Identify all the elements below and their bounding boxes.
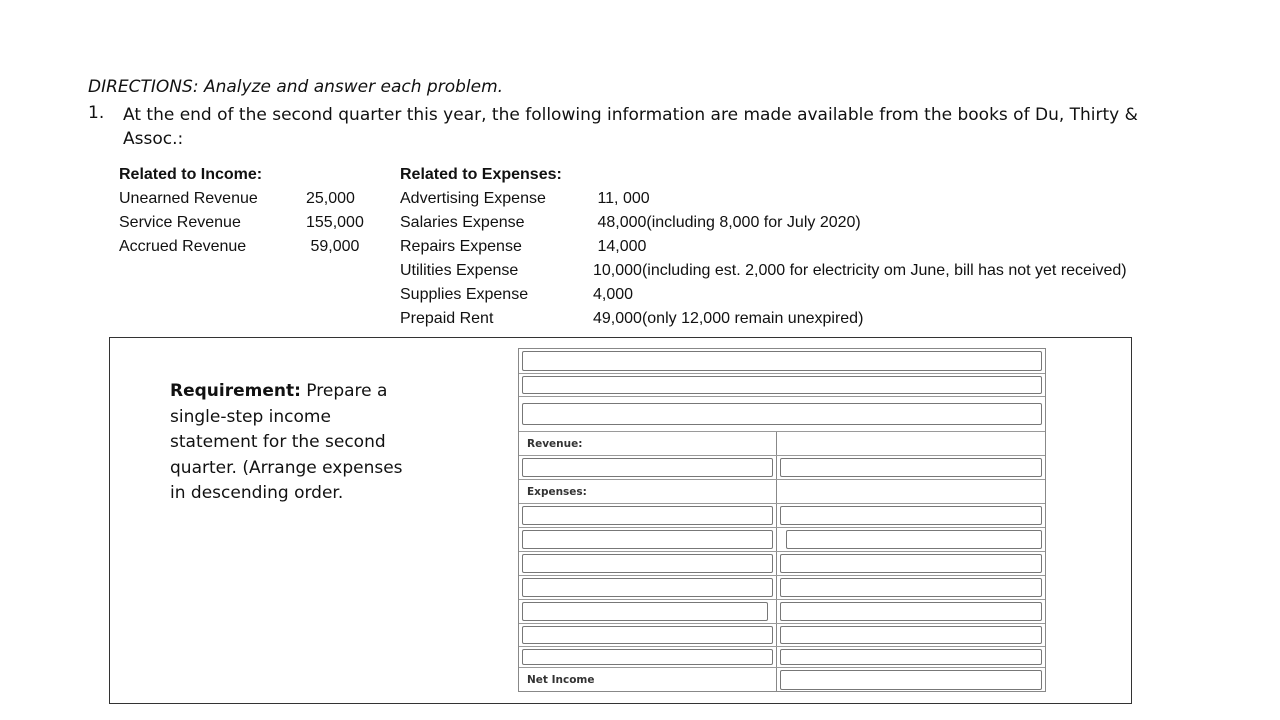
form-cell — [777, 576, 1045, 599]
directions-heading: DIRECTIONS: Analyze and answer each problem. — [88, 77, 504, 97]
form-row — [519, 504, 1045, 528]
expense-label: Salaries Expense — [400, 214, 525, 231]
expense-item-input[interactable] — [522, 602, 768, 621]
expense-row — [400, 259, 1200, 283]
revenue-amount-input[interactable] — [780, 458, 1042, 477]
net-income-input[interactable] — [780, 670, 1042, 690]
expenses-list — [400, 163, 1200, 331]
expense-item-input[interactable] — [522, 649, 773, 665]
expense-label: Supplies Expense — [400, 286, 529, 303]
form-cell — [519, 624, 777, 646]
form-cell — [519, 576, 777, 599]
form-title-row — [519, 397, 1045, 432]
form-row — [519, 647, 1045, 668]
income-list — [119, 163, 389, 259]
requirement-text — [170, 379, 410, 507]
expenses-header: Related to Expenses: — [400, 166, 562, 183]
period-input[interactable] — [522, 403, 1042, 425]
form-cell — [519, 600, 777, 623]
form-cell — [777, 456, 1045, 479]
form-cell — [519, 528, 777, 551]
requirement-body: Prepare a single-step income statement for the second quarter. (Arrange expenses in descending order. — [170, 381, 403, 503]
expense-label: Advertising Expense — [400, 190, 546, 207]
revenue-header-row — [519, 432, 1045, 456]
income-statement-form — [518, 348, 1046, 692]
expense-amount-input[interactable] — [786, 530, 1042, 549]
expenses-header-row — [519, 480, 1045, 504]
form-row — [519, 600, 1045, 624]
income-amount: 155,000 — [306, 214, 364, 231]
expense-item-input[interactable] — [522, 626, 773, 644]
income-amount: 25,000 — [306, 190, 355, 207]
expense-item-input[interactable] — [522, 530, 773, 549]
income-label: Unearned Revenue — [119, 190, 258, 207]
form-cell — [777, 624, 1045, 646]
expense-amount-input[interactable] — [780, 554, 1042, 573]
form-row — [519, 576, 1045, 600]
expense-label: Utilities Expense — [400, 262, 519, 279]
expense-row — [400, 283, 1200, 307]
form-cell — [777, 504, 1045, 527]
requirement-label: Requirement: — [170, 381, 301, 401]
income-label: Service Revenue — [119, 214, 241, 231]
statement-title-input[interactable] — [522, 376, 1042, 394]
form-cell — [777, 600, 1045, 623]
form-cell — [519, 504, 777, 527]
expense-row — [400, 211, 1200, 235]
expense-amount-input[interactable] — [780, 626, 1042, 644]
expenses-header-cell — [777, 480, 1045, 503]
expense-item-input[interactable] — [522, 578, 773, 597]
form-title-row — [519, 374, 1045, 397]
net-income-label: Net Income — [527, 674, 595, 686]
expense-label: Repairs Expense — [400, 238, 522, 255]
revenue-label: Revenue: — [527, 437, 583, 450]
form-cell — [777, 528, 1045, 551]
form-row — [519, 624, 1045, 647]
form-row — [519, 456, 1045, 480]
expense-label: Prepaid Rent — [400, 310, 494, 327]
form-row — [519, 528, 1045, 552]
expense-row — [400, 307, 1200, 331]
question-text: At the end of the second quarter this year, the following information are made available from the books of Du, Thirty & Assoc.: — [123, 105, 1138, 149]
form-cell — [777, 552, 1045, 575]
expense-amount: 49,000(only 12,000 remain unexpired) — [593, 310, 864, 327]
company-name-input[interactable] — [522, 351, 1042, 371]
expenses-label: Expenses: — [527, 485, 587, 498]
expense-amount-input[interactable] — [780, 578, 1042, 597]
expense-item-input[interactable] — [522, 554, 773, 573]
expense-amount: 4,000 — [593, 286, 634, 303]
income-amount: 59,000 — [306, 238, 360, 255]
income-row — [119, 235, 389, 259]
expense-amount: 10,000(including est. 2,000 for electricity om June, bill has not yet received) — [593, 262, 1127, 279]
income-row — [119, 211, 389, 235]
expense-amount: 11, 000 — [593, 190, 650, 207]
expense-amount: 14,000 — [593, 238, 647, 255]
expense-amount: 48,000(including 8,000 for July 2020) — [593, 214, 861, 231]
expense-row — [400, 187, 1200, 211]
question-number: 1. — [88, 103, 105, 123]
expense-amount-input[interactable] — [780, 506, 1042, 525]
revenue-item-input[interactable] — [522, 458, 773, 477]
income-label: Accrued Revenue — [119, 238, 247, 255]
expense-amount-input[interactable] — [780, 649, 1042, 665]
net-income-row — [519, 668, 1045, 692]
form-cell — [519, 552, 777, 575]
form-cell — [519, 456, 777, 479]
net-income-cell — [777, 668, 1045, 692]
revenue-header-cell — [777, 432, 1045, 455]
expenses-label-cell — [519, 480, 777, 503]
revenue-label-cell — [519, 432, 777, 455]
income-header: Related to Income: — [119, 166, 263, 183]
expense-row — [400, 235, 1200, 259]
form-title-row — [519, 349, 1045, 374]
form-cell — [519, 647, 777, 667]
form-cell — [777, 647, 1045, 667]
income-row — [119, 187, 389, 211]
net-income-label-cell — [519, 668, 777, 692]
expense-amount-input[interactable] — [780, 602, 1042, 621]
expense-item-input[interactable] — [522, 506, 773, 525]
form-row — [519, 552, 1045, 576]
